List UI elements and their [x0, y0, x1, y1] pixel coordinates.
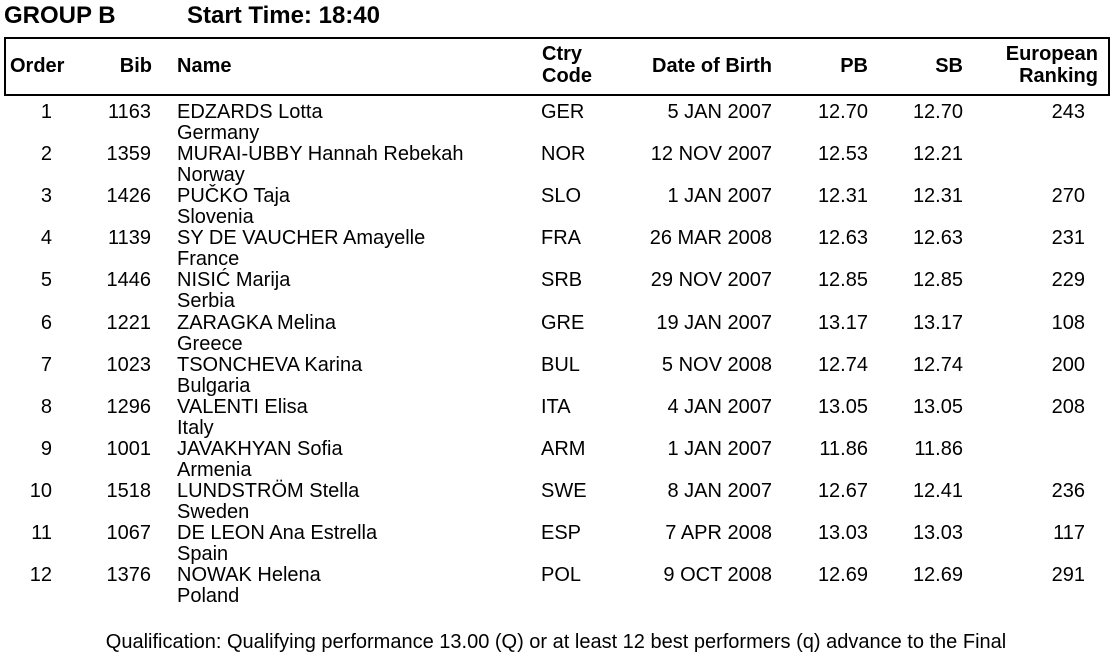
- table-row: [0, 184, 1112, 229]
- personal-best: 12.31: [817, 185, 868, 208]
- country-name: Norway: [177, 164, 245, 187]
- country-code: BUL: [541, 353, 580, 376]
- order-cell: 8: [40, 395, 52, 418]
- order-cell: 11: [31, 522, 52, 544]
- country-name: Slovenia: [177, 206, 254, 229]
- season-best: 12.85: [912, 269, 963, 292]
- table-row: [0, 563, 1112, 608]
- bib-cell: 1139: [107, 227, 151, 250]
- order-cell: 7: [40, 353, 52, 376]
- country-name: Poland: [177, 585, 240, 608]
- start-time: Start Time: 18:40: [187, 2, 380, 29]
- season-best: 11.86: [914, 437, 963, 460]
- european-ranking: 208: [1051, 395, 1085, 418]
- table-row: [0, 437, 1112, 479]
- table-row: [0, 226, 1112, 271]
- season-best: 12.69: [912, 564, 963, 587]
- date-of-birth: 1 JAN 2007: [667, 437, 772, 460]
- group-title: GROUP B: [4, 2, 116, 29]
- country-name: Serbia: [177, 290, 235, 313]
- date-of-birth: 4 JAN 2007: [667, 395, 772, 418]
- table-row: [0, 311, 1112, 353]
- personal-best: 13.03: [817, 522, 868, 544]
- european-ranking: 200: [1051, 353, 1085, 376]
- col-header-pb: PB: [840, 55, 868, 77]
- country-name: Germany: [177, 122, 260, 144]
- season-best: 12.31: [912, 185, 963, 208]
- table-row: [0, 353, 1112, 395]
- column-header-row: [4, 37, 1110, 96]
- col-header-order: Order: [10, 55, 65, 77]
- personal-best: 12.70: [817, 101, 868, 123]
- col-header-rank-line1: European: [1005, 43, 1098, 65]
- athlete-name: ZARAGKA Melina: [177, 311, 336, 334]
- order-cell: 5: [40, 269, 52, 292]
- bib-cell: 1426: [106, 185, 151, 208]
- athlete-name: EDZARDS Lotta: [177, 101, 323, 123]
- country-name: Greece: [177, 332, 243, 355]
- personal-best: 13.17: [817, 311, 868, 334]
- athlete-name: TSONCHEVA Karina: [177, 353, 363, 376]
- col-header-ctry-line2: Code: [542, 65, 592, 87]
- order-cell: 9: [40, 437, 52, 460]
- col-header-european-ranking: [966, 43, 1098, 87]
- order-cell: 12: [29, 564, 52, 587]
- country-code: NOR: [541, 143, 586, 166]
- country-code: ITA: [541, 395, 571, 418]
- date-of-birth: 7 APR 2008: [665, 522, 772, 544]
- country-name: France: [177, 248, 240, 271]
- date-of-birth: 5 JAN 2007: [667, 101, 772, 123]
- athlete-name: JAVAKHYAN Sofia: [177, 437, 343, 460]
- col-header-sb: SB: [935, 55, 963, 77]
- personal-best: 12.69: [817, 564, 868, 587]
- athlete-name: NOWAK Helena: [177, 564, 321, 587]
- date-of-birth: 26 MAR 2008: [649, 227, 772, 250]
- personal-best: 12.74: [817, 353, 868, 376]
- date-of-birth: 9 OCT 2008: [663, 564, 772, 587]
- country-name: Bulgaria: [177, 374, 251, 397]
- personal-best: 12.67: [817, 479, 868, 502]
- season-best: 12.74: [912, 353, 963, 376]
- bib-cell: 1067: [106, 522, 151, 544]
- col-header-ctry-code: [542, 43, 592, 87]
- personal-best: 12.63: [817, 227, 868, 250]
- country-code: SWE: [541, 479, 587, 502]
- european-ranking: 236: [1051, 479, 1085, 502]
- european-ranking: 117: [1053, 522, 1085, 544]
- order-cell: 6: [40, 311, 52, 334]
- date-of-birth: 19 JAN 2007: [656, 311, 772, 334]
- qualification-note: Qualification: Qualifying performance 13.00 (Q) or at least 12 best performers (q) advance to the Final: [105, 631, 1007, 653]
- country-code: GER: [541, 101, 585, 123]
- bib-cell: 1221: [106, 311, 151, 334]
- season-best: 13.03: [912, 522, 963, 544]
- bib-cell: 1296: [106, 395, 151, 418]
- country-code: SLO: [541, 185, 582, 208]
- col-header-ctry-line1: Ctry: [542, 43, 583, 65]
- country-code: POL: [541, 564, 582, 587]
- european-ranking: 243: [1051, 101, 1085, 123]
- bib-cell: 1023: [106, 353, 151, 376]
- col-header-bib: Bib: [119, 55, 152, 77]
- table-row: [0, 479, 1112, 521]
- table-row: [0, 268, 1112, 313]
- col-header-dob: Date of Birth: [652, 55, 772, 77]
- order-cell: 1: [40, 101, 52, 123]
- table-row: [0, 100, 1112, 142]
- country-code: FRA: [541, 227, 581, 250]
- athlete-name: NISIĆ Marija: [177, 269, 291, 292]
- table-row: [0, 521, 1112, 563]
- date-of-birth: 12 NOV 2007: [650, 143, 772, 166]
- european-ranking: 231: [1051, 227, 1085, 250]
- season-best: 13.17: [912, 311, 963, 334]
- european-ranking: 291: [1051, 564, 1085, 587]
- personal-best: 12.53: [817, 143, 868, 166]
- european-ranking: 229: [1051, 269, 1085, 292]
- country-name: Spain: [177, 543, 229, 565]
- bib-cell: 1376: [106, 564, 151, 587]
- personal-best: 12.85: [817, 269, 868, 292]
- bib-cell: 1518: [106, 479, 151, 502]
- order-cell: 3: [40, 185, 52, 208]
- bib-cell: 1446: [106, 269, 151, 292]
- bib-cell: 1163: [107, 101, 151, 123]
- athlete-name: MURAI-UBBY Hannah Rebekah: [177, 143, 464, 166]
- athlete-name: PUČKO Taja: [177, 185, 291, 208]
- table-row: [0, 142, 1112, 187]
- season-best: 13.05: [912, 395, 963, 418]
- european-ranking: 108: [1051, 311, 1085, 334]
- country-code: GRE: [541, 311, 585, 334]
- athlete-name: LUNDSTRÖM Stella: [177, 479, 360, 502]
- bib-cell: 1001: [106, 437, 151, 460]
- col-header-rank-line2: Ranking: [1019, 65, 1098, 87]
- personal-best: 13.05: [817, 395, 868, 418]
- season-best: 12.21: [912, 143, 963, 166]
- country-code: SRB: [541, 269, 583, 292]
- date-of-birth: 5 NOV 2008: [661, 353, 772, 376]
- country-code: ESP: [541, 522, 582, 544]
- bib-cell: 1359: [106, 143, 151, 166]
- country-name: Sweden: [177, 500, 250, 523]
- athlete-name: DE LEON Ana Estrella: [177, 522, 378, 544]
- date-of-birth: 1 JAN 2007: [667, 185, 772, 208]
- personal-best: 11.86: [819, 437, 868, 460]
- country-code: ARM: [541, 437, 586, 460]
- table-row: [0, 395, 1112, 437]
- season-best: 12.70: [912, 101, 963, 123]
- season-best: 12.41: [912, 479, 963, 502]
- athlete-name: VALENTI Elisa: [177, 395, 308, 418]
- european-ranking: 270: [1051, 185, 1085, 208]
- country-name: Armenia: [177, 458, 252, 481]
- col-header-name: Name: [177, 55, 232, 77]
- country-name: Italy: [177, 416, 214, 439]
- season-best: 12.63: [912, 227, 963, 250]
- order-cell: 4: [40, 227, 52, 250]
- date-of-birth: 29 NOV 2007: [650, 269, 772, 292]
- order-cell: 10: [29, 479, 52, 502]
- date-of-birth: 8 JAN 2007: [667, 479, 772, 502]
- order-cell: 2: [40, 143, 52, 166]
- athlete-name: SY DE VAUCHER Amayelle: [177, 227, 426, 250]
